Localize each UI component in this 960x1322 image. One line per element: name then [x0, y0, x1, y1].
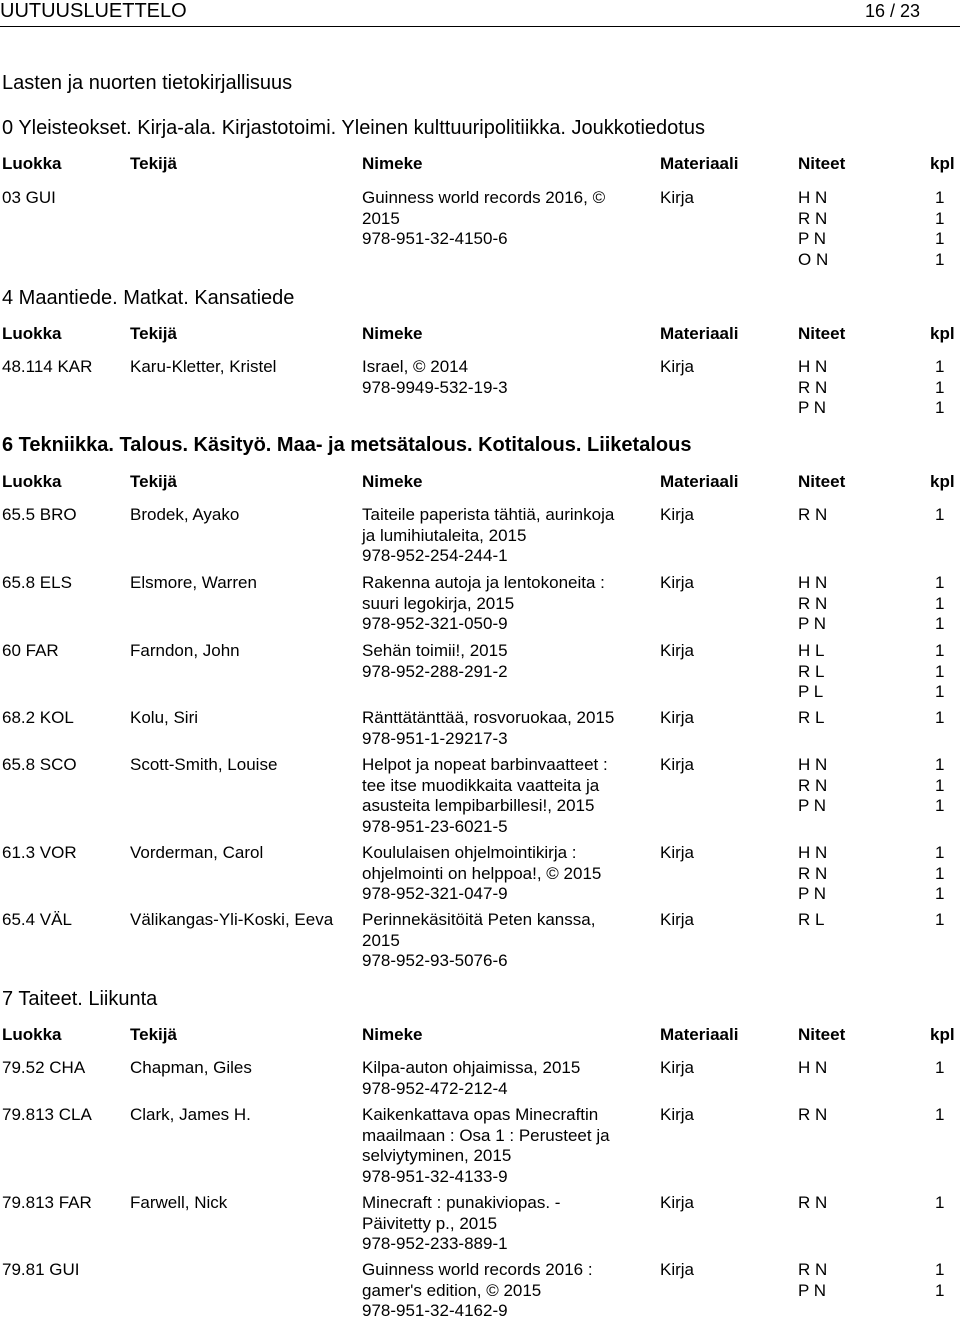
col-tekija: Tekijä	[130, 324, 177, 343]
copies-count	[935, 1193, 955, 1214]
copy-count: 1	[935, 614, 945, 633]
material: Kirja	[660, 1058, 695, 1077]
col-luokka: Luokka	[2, 154, 62, 173]
col-tekija: Tekijä	[130, 472, 177, 491]
copies-locations	[798, 1260, 848, 1301]
copy-location: R L	[798, 910, 825, 929]
isbn: 978-9949-532-19-3	[362, 377, 508, 397]
author: Kolu, Siri	[130, 708, 199, 727]
copies-locations	[798, 910, 848, 931]
copies-count	[935, 910, 955, 931]
title-cell	[362, 505, 642, 567]
material: Kirja	[660, 505, 695, 524]
title-line: asusteita lempibarbillesi!, 2015	[362, 796, 595, 815]
copies-count	[935, 1105, 955, 1126]
copy-location: H N	[798, 843, 828, 862]
copy-location: P L	[798, 682, 824, 701]
copy-count: 1	[935, 229, 945, 248]
page-number: 16 / 23	[864, 1, 920, 21]
header-divider	[0, 26, 960, 27]
section-title: 7 Taiteet. Liikunta	[2, 988, 158, 1010]
copies-locations	[798, 843, 848, 905]
copy-location: R N	[798, 505, 828, 524]
title-line: tee itse muodikkaita vaatteita ja	[362, 775, 600, 795]
material: Kirja	[660, 573, 695, 592]
copy-location: R N	[798, 1260, 828, 1279]
title-line: Taiteile paperista tähtiä, aurinkoja	[362, 505, 615, 524]
copy-location: R N	[798, 208, 828, 228]
copies-locations	[798, 1193, 848, 1214]
shelf-class: 65.8 ELS	[2, 573, 72, 592]
copy-location: R N	[798, 1193, 828, 1212]
title-line: Päivitetty p., 2015	[362, 1213, 498, 1233]
isbn: 978-951-1-29217-3	[362, 728, 508, 748]
isbn: 978-951-23-6021-5	[362, 816, 508, 836]
isbn: 978-952-233-889-1	[362, 1234, 508, 1253]
shelf-class: 79.81 GUI	[2, 1260, 80, 1279]
copy-count: 1	[935, 884, 945, 903]
column-header-row	[0, 472, 960, 494]
copy-location: R L	[798, 661, 825, 681]
copy-location: P N	[798, 614, 827, 633]
copy-count: 1	[935, 641, 945, 660]
material: Kirja	[660, 1193, 695, 1212]
copy-location: R N	[798, 863, 828, 883]
material: Kirja	[660, 1260, 695, 1279]
copy-count: 1	[935, 863, 945, 883]
catalog-title: UUTUUSLUETTELO	[0, 0, 187, 22]
copy-location: H N	[798, 188, 828, 207]
copy-location: H N	[798, 357, 828, 376]
title-cell	[362, 708, 642, 749]
shelf-class: 48.114 KAR	[2, 357, 93, 376]
author: Brodek, Ayako	[130, 505, 240, 524]
title-cell	[362, 1105, 642, 1187]
copy-location: P N	[798, 796, 827, 815]
col-nimeke: Nimeke	[362, 324, 423, 343]
copy-location: P N	[798, 884, 827, 903]
copy-count: 1	[935, 505, 945, 524]
material: Kirja	[660, 708, 695, 727]
col-nimeke: Nimeke	[362, 154, 423, 173]
author: Farwell, Nick	[130, 1193, 228, 1212]
col-materiaali: Materiaali	[660, 324, 739, 343]
shelf-class: 65.8 SCO	[2, 755, 77, 774]
isbn: 978-952-472-212-4	[362, 1078, 508, 1098]
title-line: 2015	[362, 208, 400, 228]
isbn: 978-952-321-047-9	[362, 884, 508, 903]
col-tekija: Tekijä	[130, 154, 177, 173]
page-header	[0, 0, 960, 28]
column-header-row	[0, 324, 960, 346]
title-line: 2015	[362, 930, 400, 950]
col-nimeke: Nimeke	[362, 472, 423, 491]
isbn: 978-952-321-050-9	[362, 614, 508, 633]
copies-locations	[798, 505, 848, 526]
material: Kirja	[660, 843, 695, 862]
title-line: Kilpa-auton ohjaimissa, 2015	[362, 1058, 581, 1077]
copies-count	[935, 505, 955, 526]
copy-location: H L	[798, 641, 825, 660]
title-cell	[362, 1058, 642, 1099]
copies-locations	[798, 641, 848, 703]
col-materiaali: Materiaali	[660, 1025, 739, 1044]
author: Vorderman, Carol	[130, 843, 264, 862]
copies-count	[935, 755, 955, 817]
title-line: Minecraft : punakiviopas. -	[362, 1193, 561, 1212]
isbn: 978-952-288-291-2	[362, 661, 508, 681]
title-cell	[362, 573, 642, 635]
copy-count: 1	[935, 843, 945, 862]
author: Clark, James H.	[130, 1105, 251, 1124]
copies-count	[935, 708, 955, 729]
isbn: 978-952-254-244-1	[362, 546, 508, 565]
copy-location: R N	[798, 593, 828, 613]
title-line: Ränttätänttää, rosvoruokaa, 2015	[362, 708, 615, 727]
copies-locations	[798, 357, 848, 419]
copy-location: R N	[798, 1105, 828, 1124]
copies-count	[935, 1260, 955, 1301]
shelf-class: 68.2 KOL	[2, 708, 74, 727]
column-header-row	[0, 1025, 960, 1047]
material: Kirja	[660, 641, 695, 660]
title-line: Rakenna autoja ja lentokoneita :	[362, 573, 605, 592]
copy-count: 1	[935, 573, 945, 592]
copy-count: 1	[935, 910, 945, 929]
title-line: selviytyminen, 2015	[362, 1146, 512, 1165]
author: Välikangas-Yli-Koski, Eeva	[130, 910, 334, 929]
copy-count: 1	[935, 682, 945, 701]
copies-count	[935, 188, 955, 270]
copy-location: P N	[798, 1280, 827, 1300]
copy-location: R N	[798, 775, 828, 795]
shelf-class: 60 FAR	[2, 641, 59, 660]
shelf-class: 61.3 VOR	[2, 843, 77, 862]
main-title: Lasten ja nuorten tietokirjallisuus	[2, 72, 293, 94]
copies-locations	[798, 1105, 848, 1126]
shelf-class: 65.4 VÄL	[2, 910, 72, 929]
copy-count: 1	[935, 796, 945, 815]
col-kpl: kpl	[930, 154, 955, 173]
col-luokka: Luokka	[2, 324, 62, 343]
copies-locations	[798, 755, 848, 817]
title-line: Kaikenkattava opas Minecraftin	[362, 1105, 599, 1124]
copy-location: O N	[798, 249, 829, 269]
author: Scott-Smith, Louise	[130, 755, 278, 774]
copy-count: 1	[935, 661, 945, 681]
copy-count: 1	[935, 188, 945, 207]
copy-count: 1	[935, 208, 945, 228]
title-cell	[362, 641, 642, 682]
isbn: 978-952-93-5076-6	[362, 951, 508, 970]
col-kpl: kpl	[930, 324, 955, 343]
material: Kirja	[660, 1105, 695, 1124]
copy-count: 1	[935, 1105, 945, 1124]
copy-count: 1	[935, 755, 945, 774]
copy-count: 1	[935, 398, 945, 417]
title-cell	[362, 357, 642, 398]
copies-locations	[798, 1058, 848, 1079]
author: Farndon, John	[130, 641, 240, 660]
copy-location: R L	[798, 708, 825, 727]
title-cell	[362, 188, 642, 250]
copy-count: 1	[935, 249, 945, 269]
copies-locations	[798, 573, 848, 635]
col-nimeke: Nimeke	[362, 1025, 423, 1044]
shelf-class: 79.813 CLA	[2, 1105, 92, 1124]
title-line: Helpot ja nopeat barbinvaatteet :	[362, 755, 608, 774]
copies-count	[935, 641, 955, 703]
material: Kirja	[660, 755, 695, 774]
copy-count: 1	[935, 1193, 945, 1212]
col-niteet: Niteet	[798, 154, 846, 173]
isbn: 978-951-32-4133-9	[362, 1166, 508, 1186]
title-line: Guinness world records 2016, ©	[362, 188, 606, 207]
title-line: suuri legokirja, 2015	[362, 593, 515, 613]
title-line: Israel, © 2014	[362, 357, 469, 376]
copy-count: 1	[935, 377, 945, 397]
col-tekija: Tekijä	[130, 1025, 177, 1044]
copy-location: P N	[798, 229, 827, 248]
section-title: 0 Yleisteokset. Kirja-ala. Kirjastotoimi. Yleinen kulttuuripolitiikka. Joukkotiedotus	[2, 117, 705, 139]
shelf-class: 79.813 FAR	[2, 1193, 92, 1212]
copy-location: H N	[798, 573, 828, 592]
title-cell	[362, 910, 642, 972]
author: Elsmore, Warren	[130, 573, 257, 592]
isbn: 978-951-32-4150-6	[362, 229, 508, 248]
title-cell	[362, 1260, 642, 1322]
copies-count	[935, 357, 955, 419]
column-header-row	[0, 154, 960, 176]
section-title: 4 Maantiede. Matkat. Kansatiede	[2, 287, 295, 309]
copy-count: 1	[935, 357, 945, 376]
title-line: Guinness world records 2016 :	[362, 1260, 593, 1279]
col-niteet: Niteet	[798, 472, 846, 491]
copy-location: H N	[798, 1058, 828, 1077]
copy-location: P N	[798, 398, 827, 417]
title-line: Koululaisen ohjelmointikirja :	[362, 843, 577, 862]
copy-count: 1	[935, 1280, 945, 1300]
copies-count	[935, 1058, 955, 1079]
title-line: Sehän toimii!, 2015	[362, 641, 508, 660]
isbn: 978-951-32-4162-9	[362, 1301, 508, 1320]
col-niteet: Niteet	[798, 1025, 846, 1044]
title-line: ohjelmointi on helppoa!, © 2015	[362, 863, 602, 883]
col-materiaali: Materiaali	[660, 154, 739, 173]
section-title: 6 Tekniikka. Talous. Käsityö. Maa- ja metsätalous. Kotitalous. Liiketalous	[2, 434, 692, 456]
copy-count: 1	[935, 775, 945, 795]
title-line: gamer's edition, © 2015	[362, 1280, 542, 1300]
title-cell	[362, 755, 642, 837]
shelf-class: 79.52 CHA	[2, 1058, 86, 1077]
col-materiaali: Materiaali	[660, 472, 739, 491]
title-cell	[362, 1193, 642, 1255]
shelf-class: 65.5 BRO	[2, 505, 77, 524]
copy-location: H N	[798, 755, 828, 774]
col-kpl: kpl	[930, 1025, 955, 1044]
copy-count: 1	[935, 1058, 945, 1077]
title-cell	[362, 843, 642, 905]
author: Karu-Kletter, Kristel	[130, 357, 277, 376]
copies-count	[935, 573, 955, 635]
copy-count: 1	[935, 708, 945, 727]
col-luokka: Luokka	[2, 472, 62, 491]
author: Chapman, Giles	[130, 1058, 252, 1077]
material: Kirja	[660, 357, 695, 376]
copy-count: 1	[935, 1260, 945, 1279]
shelf-class: 03 GUI	[2, 188, 56, 207]
title-line: ja lumihiutaleita, 2015	[362, 525, 527, 545]
copies-locations	[798, 708, 848, 729]
copies-count	[935, 843, 955, 905]
material: Kirja	[660, 910, 695, 929]
copy-count: 1	[935, 593, 945, 613]
material: Kirja	[660, 188, 695, 207]
copies-locations	[798, 188, 848, 270]
title-line: Perinnekäsitöitä Peten kanssa,	[362, 910, 596, 929]
col-kpl: kpl	[930, 472, 955, 491]
title-line: maailmaan : Osa 1 : Perusteet ja	[362, 1125, 610, 1145]
col-niteet: Niteet	[798, 324, 846, 343]
col-luokka: Luokka	[2, 1025, 62, 1044]
copy-location: R N	[798, 377, 828, 397]
